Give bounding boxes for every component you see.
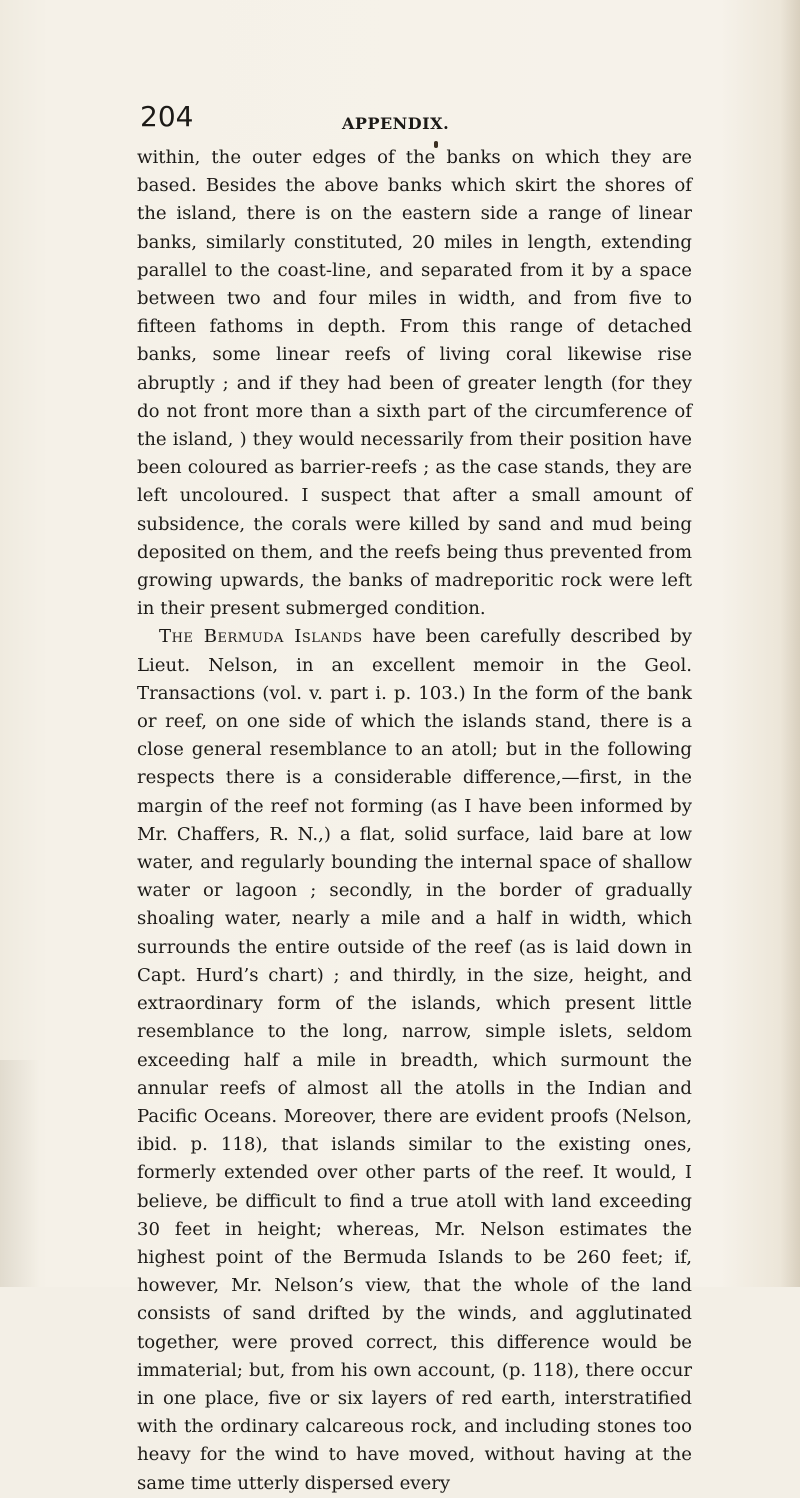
body-text (137, 144, 692, 1498)
paragraph-continuation: within, the outer edges of the banks on which they are based. Besides the above banks which skirt the shores of the island, there is on the eastern side a range of linear banks, similarly constituted, 20 miles in length, extending parallel to the coast-line, and separated from it by a space between two and four miles in width, and from five to fifteen fathoms in depth. From this range of detached banks, some linear reefs of living coral likewise rise abruptly ; and if they had been of greater length (for they do not front more than a sixth part of the circumference of the island, ) they would necessarily from their position have been coloured as barrier-reefs ; as the case stands, they are left uncoloured. I suspect that after a small amount of subsidence, the corals were killed by sand and mud being deposited on them, and the reefs being thus prevented from growing upwards, the banks of madreporitic rock were left in their present submerged condition. (137, 147, 692, 620)
paragraph-bermuda (137, 623, 692, 1497)
page-edge-shadow (780, 0, 800, 1287)
paragraph-lead-small-caps: The Bermuda Islands (159, 626, 363, 648)
paragraph-body: have been carefully described by Lieut. Nelson, in an excellent memoir in the Geol. Transactions (vol. v. part i. p. 103.) In the form of the bank or reef, on one side of which the islands stand, there is a close general resemblance to an atoll; but in the following respects there is a considerable difference,—first, in the margin of the reef not forming (as I have been informed by Mr. Chaffers, R. N.,) a flat, solid surface, laid bare at low water, and regularly bounding the internal space of shallow water or lagoon ; secondly, in the border of gradually shoaling water, nearly a mile and a half in width, which surrounds the entire outside of the reef (as is laid down in Capt. Hurd’s chart) ; and thirdly, in the size, height, and extraordinary form of the islands, which present little resemblance to the long, narrow, simple islets, seldom exceeding half a mile in breadth, which surmount the annular reefs of almost all the atolls in the Indian and Pacific Oceans. Moreover, there are evident proofs (Nelson, ibid. p. 118), that islands similar to the existing ones, formerly extended over other parts of the reef. It would, I believe, be difficult to find a true atoll with land exceeding 30 feet in height; whereas, Mr. Nelson estimates the highest point of the Bermuda Islands to be 260 feet; if, however, Mr. Nelson’s view, that the whole of the land consists of sand drifted by the winds, and agglutinated together, were proved correct, this difference would be immaterial; but, from his own account, (p. 118), there occur in one place, five or six layers of red earth, interstratified with the ordinary calcareous rock, and including stones too heavy for the wind to have moved, without having at the same time utterly dispersed every (137, 626, 692, 1494)
page-stain (0, 1060, 40, 1287)
page-number: 204 (140, 100, 194, 133)
running-head: APPENDIX. (342, 114, 450, 133)
